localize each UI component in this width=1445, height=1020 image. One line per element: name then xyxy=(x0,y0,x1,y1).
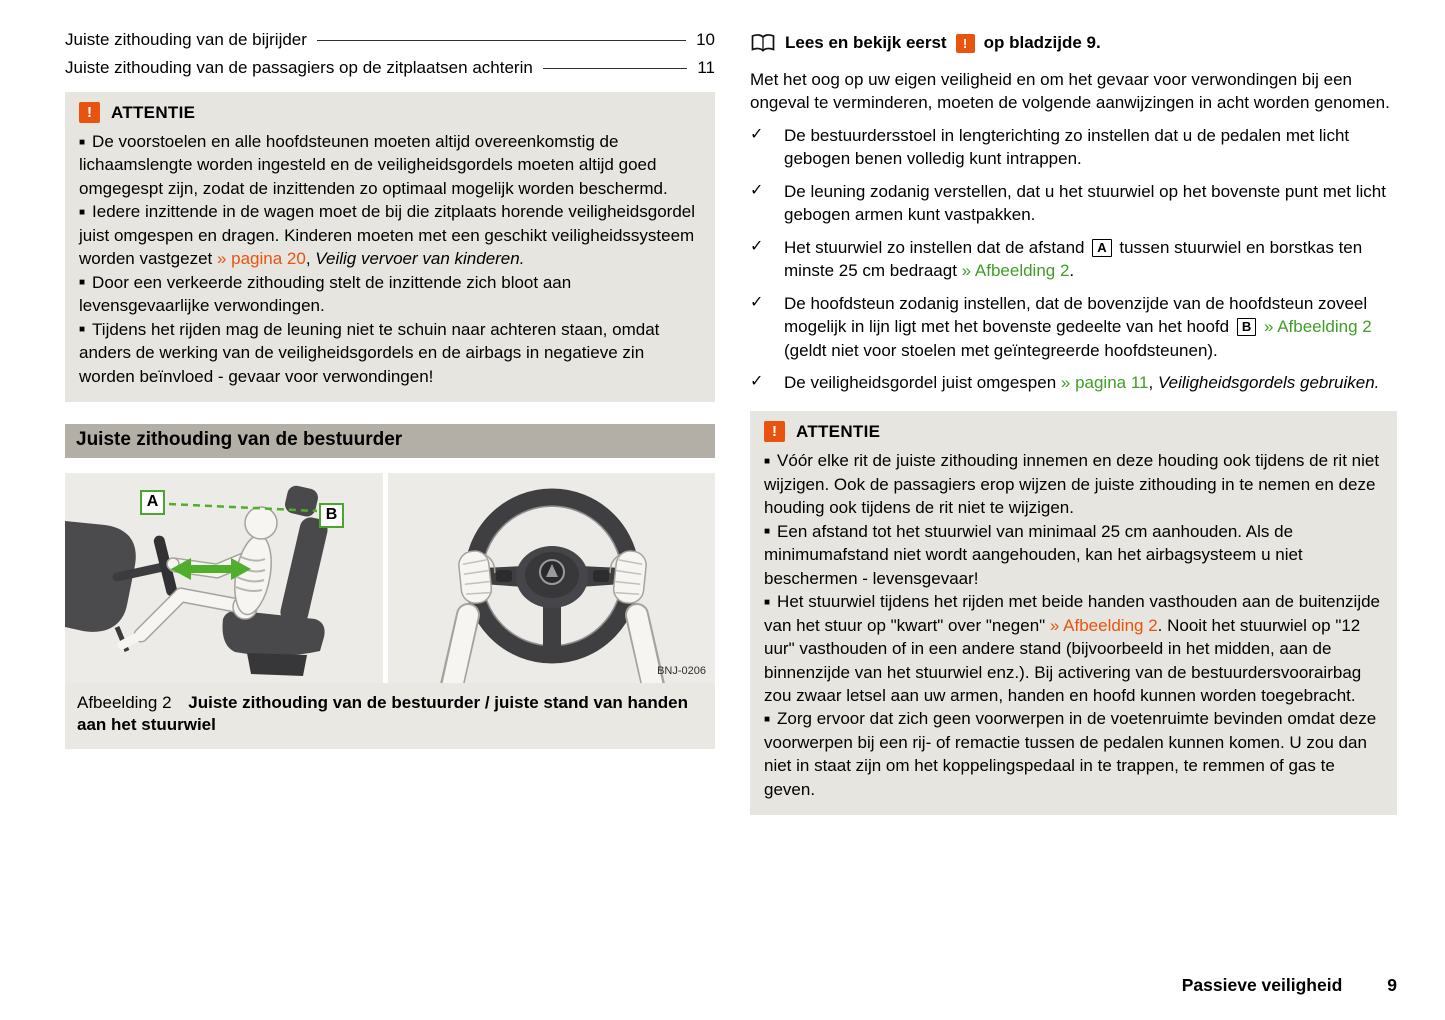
text-run: Een afstand tot het stuurwiel van minimaal 25 cm aanhouden. Als de minimumafstand niet wordt aangehouden, kan het airbagsysteem u niet beschermen - levensgevaar! xyxy=(764,521,1303,588)
text-run: . Nooit het stuurwiel op "12 uur" vasthouden of in een andere stand (bijvoorbeeld in het midden, aan de binnenzijde van het stuurwiel enz.). Bij activering van de bestuurdersvoorairbag zou zwaar letsel aan uw armen, handen en hoofd kunnen worden toegebracht. xyxy=(764,615,1362,705)
page-footer xyxy=(1182,975,1397,996)
attention-bullet-text xyxy=(79,320,659,386)
attention-bullet-text xyxy=(79,132,668,198)
attention-bullet xyxy=(79,318,701,388)
attention-bullet-text xyxy=(764,522,1303,588)
figure-code: BNJ-0206 xyxy=(657,664,706,677)
text-run: (geldt niet voor stoelen met geïntegreerde hoofdsteunen). xyxy=(784,340,1218,360)
attention-bullet-text xyxy=(764,709,1376,798)
read-first-text-pre: Lees en bekijk eerst xyxy=(785,33,947,52)
book-icon xyxy=(750,33,776,53)
warning-icon: ! xyxy=(956,34,975,53)
attention-bullet xyxy=(79,200,701,270)
attention-bullet-list xyxy=(79,130,701,388)
footer-section-title: Passieve veiligheid xyxy=(1181,975,1343,995)
attention-bullet xyxy=(764,707,1383,801)
attention-title: ATTENTIE xyxy=(796,421,881,441)
text-run: Door een verkeerde zithouding stelt de inzittende zich bloot aan levensgevaarlijke verwondingen. xyxy=(79,272,572,316)
figure-label-a: A xyxy=(140,490,165,515)
attention-bullet-text xyxy=(764,592,1380,705)
text-run: De bestuurdersstoel in lengterichting zo instellen dat u de pedalen met licht gebogen benen volledig kunt intrappen. xyxy=(784,125,1350,169)
figure-caption xyxy=(65,683,715,749)
checklist-item-text xyxy=(784,124,1397,171)
attention-title-row xyxy=(79,102,701,123)
attention-box-left xyxy=(65,92,715,402)
boxed-key-letter: B xyxy=(1237,318,1256,336)
text-run: Vóór elke rit de juiste zithouding innemen en deze houding ook tijdens de rit niet wijzigen. Ook de passagiers erop wijzen de juiste zithouding in te nemen en deze houding ook tijdens de rit niet te wijzigen. xyxy=(764,451,1380,518)
text-run: Zorg ervoor dat zich geen voorwerpen in de voetenruimte bevinden omdat deze voorwerpen bij een rij- of remactie tussen de pedalen kunnen komen. U zou dan niet in staat zijn om het koppelingspedaal in te trappen, te remmen of gas te geven. xyxy=(764,709,1377,799)
figure-steering-wheel-illustration xyxy=(388,473,715,683)
checklist-item-text xyxy=(784,236,1397,283)
warning-icon: ! xyxy=(79,102,100,123)
text-run: . xyxy=(1069,261,1075,281)
section-heading: Juiste zithouding van de bestuurder xyxy=(65,424,715,458)
text-run: tussen stuurwiel en borstkas ten minste 25 cm bedraagt xyxy=(784,237,1363,281)
text-run: De voorstoelen en alle hoofdsteunen moeten altijd overeenkomstig de lichaamslengte worden ingesteld en de veiligheidsgordels moeten altijd goed omgegespt zijn, zodat de inzittenden zo optimaal mogelijk worden beschermd. xyxy=(79,132,668,198)
checklist-item-marker: ✓ xyxy=(750,181,764,199)
checklist-item-text xyxy=(784,180,1397,227)
cross-reference-link[interactable]: » Afbeelding 2 xyxy=(1049,615,1158,635)
toc-leader-line xyxy=(317,40,686,41)
instructions-checklist xyxy=(750,124,1397,395)
attention-bullet-marker: ■ xyxy=(79,136,86,148)
text-run: Veilig vervoer van kinderen. xyxy=(315,249,525,269)
figure-seat-illustration xyxy=(65,473,383,683)
warning-icon: ! xyxy=(764,421,785,442)
attention-bullet xyxy=(79,271,701,318)
attention-bullet-marker: ■ xyxy=(79,277,86,289)
attention-bullet-list xyxy=(764,449,1383,801)
toc-entry[interactable] xyxy=(65,30,715,50)
toc-entry-label: Juiste zithouding van de bijrijder xyxy=(65,30,307,49)
text-run: , xyxy=(1148,372,1158,392)
read-first-note xyxy=(750,33,1397,53)
cross-reference-link[interactable]: » pagina 20 xyxy=(216,249,306,269)
left-column xyxy=(65,30,715,815)
figure-image-area xyxy=(65,473,715,683)
figure-afbeelding-2 xyxy=(65,473,715,749)
attention-bullet xyxy=(764,590,1383,707)
text-run: Iedere inzittende in de wagen moet de bij die zitplaats horende veiligheidsgordel juist omgespen en dragen. Kinderen moeten met een geschikt veiligheidssysteem worden vastgezet xyxy=(79,202,695,269)
attention-bullet-text xyxy=(79,273,571,315)
read-first-text-post: op bladzijde 9. xyxy=(983,33,1101,52)
text-run: Het stuurwiel zo instellen dat de afstand xyxy=(784,237,1090,257)
checklist-item-marker: ✓ xyxy=(750,237,764,255)
attention-bullet-marker: ■ xyxy=(764,596,771,608)
checklist-item xyxy=(750,371,1397,394)
checklist-item-marker: ✓ xyxy=(750,125,764,143)
text-run: Veiligheidsgordels gebruiken. xyxy=(1157,372,1380,392)
attention-bullet-marker: ■ xyxy=(79,206,86,218)
toc-entry-label: Juiste zithouding van de passagiers op de zitplaatsen achterin xyxy=(65,58,533,77)
toc-leader-line xyxy=(543,68,688,69)
text-run: De veiligheidsgordel juist omgespen xyxy=(784,372,1061,392)
boxed-key-letter: A xyxy=(1092,239,1111,257)
cross-reference-link[interactable]: » pagina 11 xyxy=(1060,372,1149,392)
text-run: De leuning zodanig verstellen, dat u het stuurwiel op het bovenste punt met licht gebogen armen kunt vastpakken. xyxy=(784,181,1386,225)
steering-wheel-drawing xyxy=(388,473,715,683)
cross-reference-link[interactable]: » Afbeelding 2 xyxy=(1263,317,1372,337)
intro-paragraph: Met het oog op uw eigen veiligheid en om het gevaar voor verwondingen bij een ongeval te verminderen, moeten de volgende aanwijzingen in acht worden genomen. xyxy=(750,70,1390,113)
checklist-item-text xyxy=(784,371,1397,394)
attention-bullet-text xyxy=(764,451,1379,517)
attention-bullet xyxy=(764,520,1383,590)
attention-title: ATTENTIE xyxy=(111,102,196,122)
checklist-item-text xyxy=(784,292,1397,362)
attention-bullet xyxy=(764,449,1383,519)
figure-label-b: B xyxy=(319,503,344,528)
toc-entry[interactable] xyxy=(65,58,715,78)
attention-bullet-marker: ■ xyxy=(79,324,86,336)
text-run: Het stuurwiel tijdens het rijden met beide handen vasthouden aan de buitenzijde van het stuur op "kwart" over "negen" xyxy=(764,592,1381,635)
checklist-item xyxy=(750,124,1397,171)
attention-bullet xyxy=(79,130,701,200)
attention-bullet-marker: ■ xyxy=(764,526,771,538)
toc-entry-page: 10 xyxy=(696,30,715,49)
attention-bullet-text xyxy=(79,202,695,268)
right-column xyxy=(750,30,1397,815)
attention-bullet-marker: ■ xyxy=(764,455,771,467)
attention-box-right xyxy=(750,411,1397,815)
checklist-item xyxy=(750,180,1397,227)
cross-reference-link[interactable]: » Afbeelding 2 xyxy=(961,261,1070,281)
figure-caption-number: Afbeelding 2 xyxy=(77,692,172,712)
checklist-item-marker: ✓ xyxy=(750,293,764,311)
table-of-contents xyxy=(65,30,715,78)
text-run: , xyxy=(305,249,316,269)
footer-page-number: 9 xyxy=(1387,975,1397,995)
checklist-item xyxy=(750,236,1397,283)
toc-entry-page: 11 xyxy=(697,58,715,77)
figure-caption-text: Juiste zithouding van de bestuurder / juiste stand van handen aan het stuurwiel xyxy=(77,692,688,735)
checklist-item-marker: ✓ xyxy=(750,372,764,390)
text-run: De hoofdsteun zodanig instellen, dat de bovenzijde van de hoofdsteun zoveel mogelijk in lijn ligt met het bovenste gedeelte van het hoofd xyxy=(784,293,1368,337)
attention-title-row xyxy=(764,421,1383,442)
text-run: Tijdens het rijden mag de leuning niet te schuin naar achteren staan, omdat anders de werking van de veiligheidsgordels en de airbags in negatieve zin worden beïnvloed - gevaar voor verwondingen! xyxy=(79,319,660,386)
checklist-item xyxy=(750,292,1397,362)
attention-bullet-marker: ■ xyxy=(764,713,771,725)
